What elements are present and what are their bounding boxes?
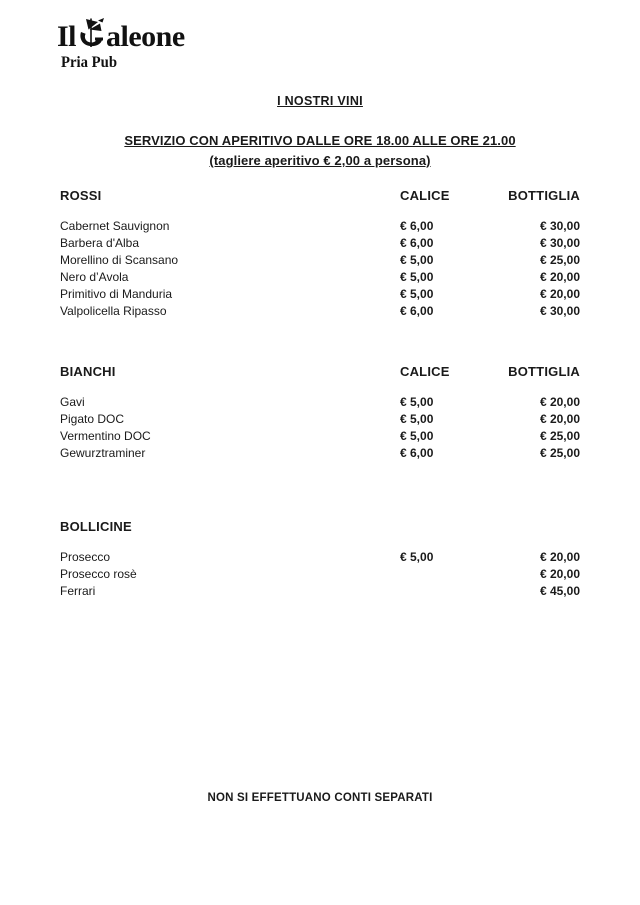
price-bottiglia: € 20,00 bbox=[539, 412, 580, 426]
price-bottiglia: € 30,00 bbox=[539, 236, 580, 250]
wine-list-rossi bbox=[60, 219, 580, 321]
aperitivo-note: (tagliere aperitivo € 2,00 a persona) bbox=[209, 153, 431, 168]
price-bottiglia: € 20,00 bbox=[539, 567, 580, 581]
section-title: BIANCHI bbox=[60, 364, 116, 379]
logo-name-part2: aleone bbox=[106, 20, 185, 53]
price-calice: € 5,00 bbox=[400, 253, 434, 267]
price-bottiglia: € 20,00 bbox=[539, 270, 580, 284]
wine-row bbox=[60, 270, 580, 287]
section-header-bollicine bbox=[60, 519, 570, 534]
wine-row bbox=[60, 287, 580, 304]
price-calice: € 5,00 bbox=[400, 395, 434, 409]
wine-row bbox=[60, 219, 580, 236]
section-title: ROSSI bbox=[60, 188, 102, 203]
wine-row bbox=[60, 395, 580, 412]
wine-row bbox=[60, 304, 580, 321]
wine-name: Valpolicella Ripasso bbox=[60, 304, 167, 318]
wine-row bbox=[60, 412, 580, 429]
column-header-bottiglia: BOTTIGLIA bbox=[508, 364, 580, 379]
price-bottiglia: € 25,00 bbox=[539, 446, 580, 460]
price-calice: € 6,00 bbox=[400, 304, 434, 318]
wine-name: Ferrari bbox=[60, 584, 96, 598]
price-calice: € 5,00 bbox=[400, 412, 434, 426]
column-header-bottiglia: BOTTIGLIA bbox=[508, 188, 580, 203]
price-bottiglia: € 30,00 bbox=[539, 219, 580, 233]
price-bottiglia: € 20,00 bbox=[539, 395, 580, 409]
price-bottiglia: € 25,00 bbox=[539, 429, 580, 443]
price-calice: € 5,00 bbox=[400, 270, 434, 284]
wine-row bbox=[60, 429, 580, 446]
wine-row bbox=[60, 236, 580, 253]
price-calice: € 6,00 bbox=[400, 446, 434, 460]
wine-name: Morellino di Scansano bbox=[60, 253, 179, 267]
price-calice: € 6,00 bbox=[400, 219, 434, 233]
wine-name: Pigato DOC bbox=[60, 412, 125, 426]
wine-name: Gewurztraminer bbox=[60, 446, 146, 460]
price-bottiglia: € 30,00 bbox=[539, 304, 580, 318]
column-header-calice: CALICE bbox=[400, 188, 450, 203]
price-bottiglia: € 20,00 bbox=[539, 550, 580, 564]
wine-section-bianchi bbox=[60, 364, 580, 463]
wine-row bbox=[60, 567, 580, 584]
page-title: I NOSTRI VINI bbox=[277, 94, 363, 108]
galleon-ship-icon bbox=[77, 18, 111, 52]
service-hours-line: SERVIZIO CON APERITIVO DALLE ORE 18.00 ALLE ORE 21.00 bbox=[124, 133, 516, 148]
section-header-bianchi bbox=[60, 364, 580, 379]
section-title: BOLLICINE bbox=[60, 519, 132, 534]
wine-name: Cabernet Sauvignon bbox=[60, 219, 170, 233]
logo-wordmark bbox=[57, 18, 267, 52]
logo-subtitle: Pria Pub bbox=[61, 54, 118, 71]
restaurant-logo bbox=[57, 18, 267, 72]
price-bottiglia: € 45,00 bbox=[539, 584, 580, 598]
wine-list-bollicine bbox=[60, 550, 580, 601]
price-calice: € 5,00 bbox=[400, 429, 434, 443]
price-bottiglia: € 25,00 bbox=[539, 253, 580, 267]
logo-name-part1: Il bbox=[57, 20, 77, 53]
wine-row bbox=[60, 253, 580, 270]
wine-row bbox=[60, 584, 580, 601]
wine-section-bollicine bbox=[60, 519, 580, 601]
column-header-calice: CALICE bbox=[400, 364, 450, 379]
wine-row bbox=[60, 550, 580, 567]
price-bottiglia: € 20,00 bbox=[539, 287, 580, 301]
price-calice: € 6,00 bbox=[400, 236, 434, 250]
section-header-rossi bbox=[60, 188, 580, 203]
price-calice: € 5,00 bbox=[400, 550, 434, 564]
wine-name: Barbera d'Alba bbox=[60, 236, 140, 250]
wine-name: Primitivo di Manduria bbox=[60, 287, 173, 301]
wine-name: Vermentino DOC bbox=[60, 429, 151, 443]
price-calice: € 5,00 bbox=[400, 287, 434, 301]
wine-name: Prosecco rosè bbox=[60, 567, 137, 581]
footer-note: NON SI EFFETTUANO CONTI SEPARATI bbox=[207, 792, 433, 804]
wine-list-bianchi bbox=[60, 395, 580, 463]
wine-row bbox=[60, 446, 580, 463]
wine-name: Gavi bbox=[60, 395, 85, 409]
wine-name: Prosecco bbox=[60, 550, 111, 564]
wine-name: Nero d’Avola bbox=[60, 270, 129, 284]
wine-section-rossi bbox=[60, 188, 580, 321]
